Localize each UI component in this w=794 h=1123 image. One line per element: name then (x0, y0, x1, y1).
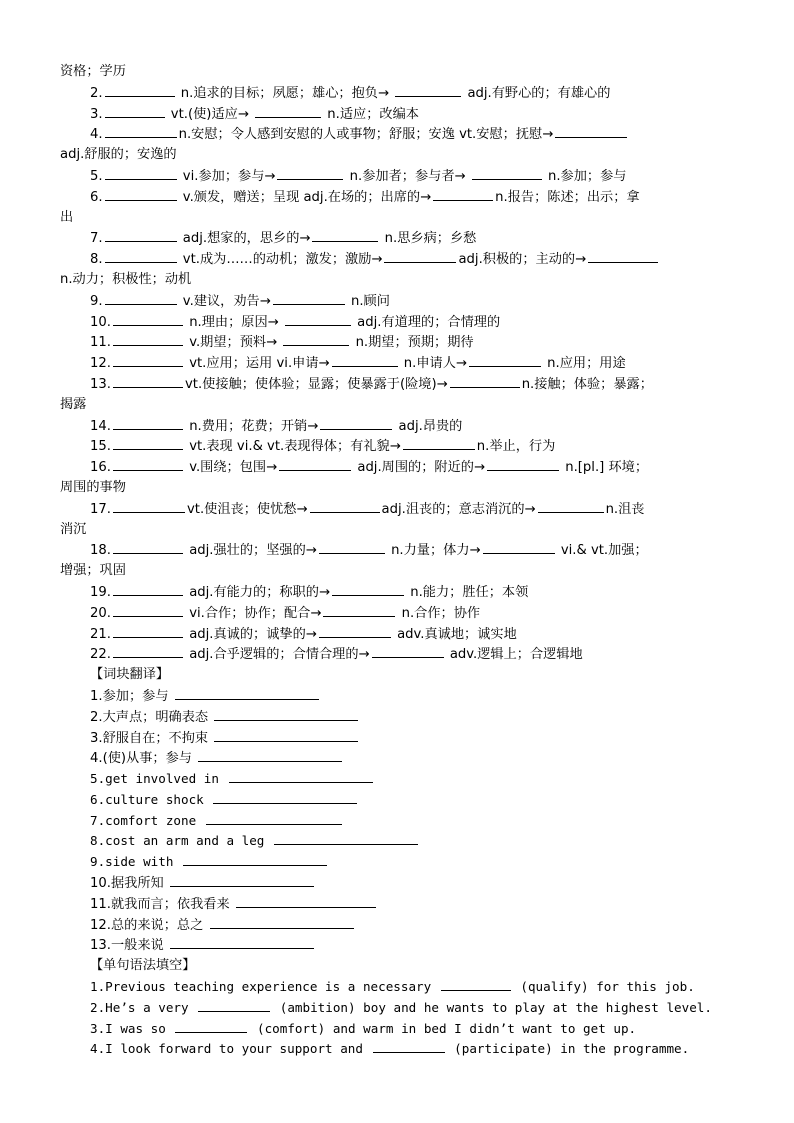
vocab-item: 12. vt.应用；运用 vi.申请→ n.申请人→ n.应用；用途 (60, 353, 740, 374)
answer-blank[interactable] (273, 291, 345, 305)
vocab-item: 17. vt.使沮丧；使忧愁→ adj.沮丧的；意志消沉的→ n.沮丧 (60, 499, 740, 520)
answer-blank[interactable] (403, 436, 475, 450)
vocab-item: 10. n.理由；原因→ adj.有道理的；合情理的 (60, 312, 740, 333)
answer-blank[interactable] (538, 499, 604, 513)
answer-blank[interactable] (206, 811, 342, 825)
vocab-item: 21. adj.真诚的；诚挚的→ adv.真诚地；诚实地 (60, 624, 740, 645)
vocab-continuation: n.动力；积极性；动机 (60, 271, 192, 287)
answer-blank[interactable] (441, 977, 511, 991)
answer-blank[interactable] (332, 582, 404, 596)
vocab-item: 7. adj.想家的，思乡的→ n.思乡病；乡愁 (60, 228, 740, 249)
phrase-item: 12.总的来说；总之 (60, 915, 740, 936)
vocab-item: 11. v.期望；预料→ n.期望；预期；期待 (60, 332, 740, 353)
answer-blank[interactable] (175, 1019, 247, 1033)
vocab-continuation: 揭露 (60, 396, 87, 412)
answer-blank[interactable] (483, 540, 555, 554)
answer-blank[interactable] (105, 124, 177, 138)
answer-blank[interactable] (113, 374, 183, 388)
vocab-item: 5. vi.参加；参与→ n.参加者；参与者→ n.参加；参与 (60, 166, 740, 187)
vocab-item: 9. v.建议，劝告→ n.顾问 (60, 291, 740, 312)
section-heading-phrases: 【词块翻译】 (90, 667, 170, 683)
answer-blank[interactable] (450, 374, 520, 388)
answer-blank[interactable] (105, 104, 165, 118)
answer-blank[interactable] (113, 582, 183, 596)
section-heading-grammar: 【单句语法填空】 (90, 958, 196, 974)
answer-blank[interactable] (277, 166, 343, 180)
intro-line: 资格；学历 (60, 64, 126, 79)
answer-blank[interactable] (113, 499, 185, 513)
phrase-item: 13.一般来说 (60, 935, 740, 956)
answer-blank[interactable] (198, 998, 270, 1012)
answer-blank[interactable] (214, 707, 358, 721)
answer-blank[interactable] (113, 436, 183, 450)
answer-blank[interactable] (555, 124, 627, 138)
answer-blank[interactable] (373, 1039, 445, 1053)
answer-blank[interactable] (283, 332, 349, 346)
answer-blank[interactable] (274, 831, 418, 845)
phrase-item: 7.comfort zone (60, 811, 740, 832)
answer-blank[interactable] (113, 353, 183, 367)
phrase-item: 3.舒服自在；不拘束 (60, 728, 740, 749)
grammar-item: 2.He’s a very (ambition) boy and he wants to play at the highest level. (90, 999, 712, 1015)
vocab-item: 4. n.安慰；令人感到安慰的人或事物；舒服；安逸 vt.安慰；抚慰→ (60, 124, 740, 145)
answer-blank[interactable] (113, 312, 183, 326)
phrase-item: 6.culture shock (60, 790, 740, 811)
answer-blank[interactable] (113, 540, 183, 554)
vocab-item: 8. vt.成为……的动机；激发；激励→ adj.积极的；主动的→ (60, 249, 740, 270)
answer-blank[interactable] (236, 894, 376, 908)
vocab-item: 16. v.围绕；包围→ adj.周围的；附近的→ n.[pl.] 环境； (60, 457, 740, 478)
answer-blank[interactable] (113, 603, 183, 617)
answer-blank[interactable] (183, 852, 327, 866)
phrase-item: 1.参加；参与 (60, 686, 740, 707)
answer-blank[interactable] (372, 644, 444, 658)
grammar-item: 3.I was so (comfort) and warm in bed I didn’t want to get up. (90, 1020, 637, 1036)
answer-blank[interactable] (395, 83, 461, 97)
vocab-item: 20. vi.合作；协作；配合→ n.合作；协作 (60, 603, 740, 624)
answer-blank[interactable] (285, 312, 351, 326)
vocab-item: 3. vt.(使)适应→ n.适应；改编本 (60, 104, 740, 125)
answer-blank[interactable] (198, 748, 342, 762)
vocab-item: 15. vt.表现 vi.& vt.表现得体；有礼貌→ n.举止，行为 (60, 436, 740, 457)
grammar-item: 4.I look forward to your support and (participate) in the programme. (90, 1041, 690, 1057)
grammar-item: 1.Previous teaching experience is a necessary (qualify) for this job. (90, 979, 695, 995)
answer-blank[interactable] (312, 228, 378, 242)
answer-blank[interactable] (279, 457, 351, 471)
answer-blank[interactable] (113, 624, 183, 638)
vocab-item: 13. vt.使接触；使体验；显露；使暴露于(险境)→ n.接触；体验；暴露； (60, 374, 740, 395)
answer-blank[interactable] (113, 416, 183, 430)
answer-blank[interactable] (319, 540, 385, 554)
vocab-item: 6. v.颁发，赠送；呈现 adj.在场的；出席的→ n.报告；陈述；出示；拿 (60, 187, 740, 208)
answer-blank[interactable] (105, 187, 177, 201)
phrase-item: 8.cost an arm and a leg (60, 831, 740, 852)
vocab-item: 22. adj.合乎逻辑的；合情合理的→ adv.逻辑上；合逻辑地 (60, 644, 740, 665)
answer-blank[interactable] (487, 457, 559, 471)
answer-blank[interactable] (213, 790, 357, 804)
vocab-continuation: 出 (60, 209, 74, 225)
vocab-item: 2. n.追求的目标；夙愿；雄心；抱负→ adj.有野心的；有雄心的 (60, 83, 740, 104)
answer-blank[interactable] (472, 166, 542, 180)
vocab-continuation: adj.舒服的；安逸的 (60, 147, 177, 163)
answer-blank[interactable] (320, 416, 392, 430)
answer-blank[interactable] (588, 249, 658, 263)
vocab-item: 14. n.费用；花费；开销→ adj.昂贵的 (60, 416, 740, 437)
vocab-item: 18. adj.强壮的；坚强的→ n.力量；体力→ vi.& vt.加强； (60, 540, 740, 561)
vocab-item: 19. adj.有能力的；称职的→ n.能力；胜任；本领 (60, 582, 740, 603)
answer-blank[interactable] (105, 166, 177, 180)
answer-blank[interactable] (105, 249, 177, 263)
answer-blank[interactable] (310, 499, 380, 513)
phrase-item: 2.大声点；明确表态 (60, 707, 740, 728)
vocab-continuation: 消沉 (60, 521, 87, 537)
answer-blank[interactable] (105, 228, 177, 242)
answer-blank[interactable] (384, 249, 456, 263)
answer-blank[interactable] (323, 603, 395, 617)
answer-blank[interactable] (105, 291, 177, 305)
answer-blank[interactable] (170, 935, 314, 949)
phrase-item: 9.side with (60, 852, 740, 873)
answer-blank[interactable] (214, 728, 358, 742)
worksheet-page (60, 62, 740, 1060)
vocab-continuation: 周围的事物 (60, 479, 126, 495)
phrase-item: 11.就我而言；依我看来 (60, 894, 740, 915)
answer-blank[interactable] (433, 187, 493, 201)
answer-blank[interactable] (255, 104, 321, 118)
answer-blank[interactable] (210, 915, 354, 929)
answer-blank[interactable] (175, 686, 319, 700)
answer-blank[interactable] (332, 353, 398, 367)
answer-blank[interactable] (319, 624, 391, 638)
answer-blank[interactable] (113, 332, 183, 346)
answer-blank[interactable] (469, 353, 541, 367)
answer-blank[interactable] (170, 873, 314, 887)
vocab-continuation: 增强；巩固 (60, 563, 126, 579)
answer-blank[interactable] (113, 644, 183, 658)
answer-blank[interactable] (229, 769, 373, 783)
phrase-item: 5.get involved in (60, 769, 740, 790)
answer-blank[interactable] (105, 83, 175, 97)
phrase-item: 10.据我所知 (60, 873, 740, 894)
answer-blank[interactable] (113, 457, 183, 471)
phrase-item: 4.(使)从事；参与 (60, 748, 740, 769)
